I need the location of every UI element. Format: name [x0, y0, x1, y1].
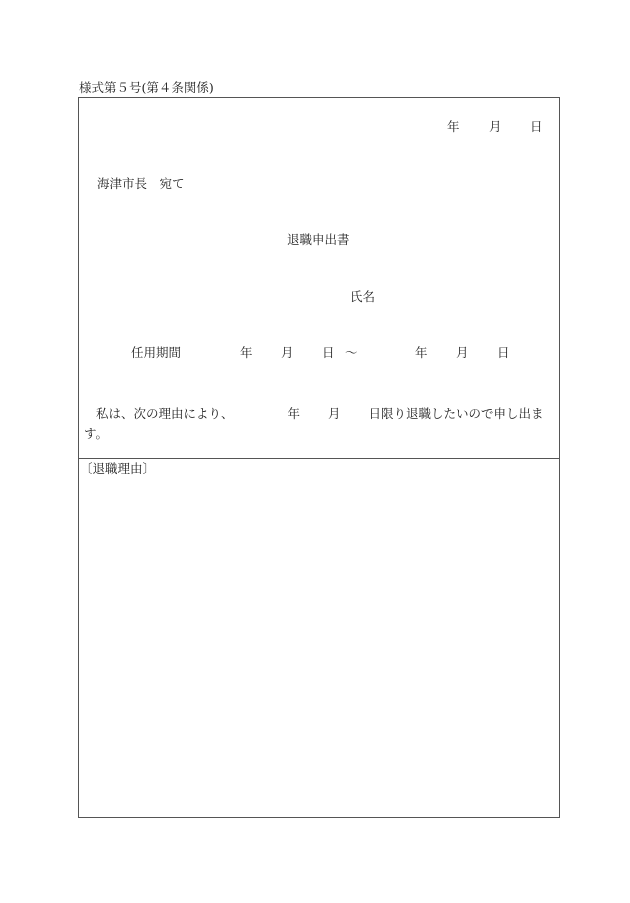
- addressee: 海津市長 宛て: [97, 176, 185, 191]
- term-to-month: 月: [456, 345, 469, 360]
- term-label: 任用期間: [131, 345, 182, 360]
- reason-label: 〔退職理由〕: [80, 461, 156, 476]
- term-from-month: 月: [281, 345, 294, 360]
- term-from-day: 日: [322, 345, 335, 360]
- term-tilde: ～: [345, 345, 358, 360]
- name-label: 氏名: [350, 289, 376, 304]
- statement-month: 月: [328, 406, 341, 421]
- statement-part1: 私は、次の理由により、: [96, 406, 234, 421]
- term-from-year: 年: [240, 345, 253, 360]
- statement-paragraph: [84, 404, 556, 444]
- statement-part2: 日限り退職したいので申し出ます。: [84, 406, 544, 441]
- date-year-label: 年: [447, 119, 460, 134]
- statement-year: 年: [287, 406, 301, 421]
- section-divider: [78, 458, 560, 459]
- term-to-day: 日: [497, 345, 510, 360]
- date-month-label: 月: [489, 119, 502, 134]
- date-day-label: 日: [530, 119, 543, 134]
- term-to-year: 年: [415, 345, 428, 360]
- document-title: 退職申出書: [287, 232, 350, 247]
- form-number: 様式第５号(第４条関係): [79, 80, 214, 95]
